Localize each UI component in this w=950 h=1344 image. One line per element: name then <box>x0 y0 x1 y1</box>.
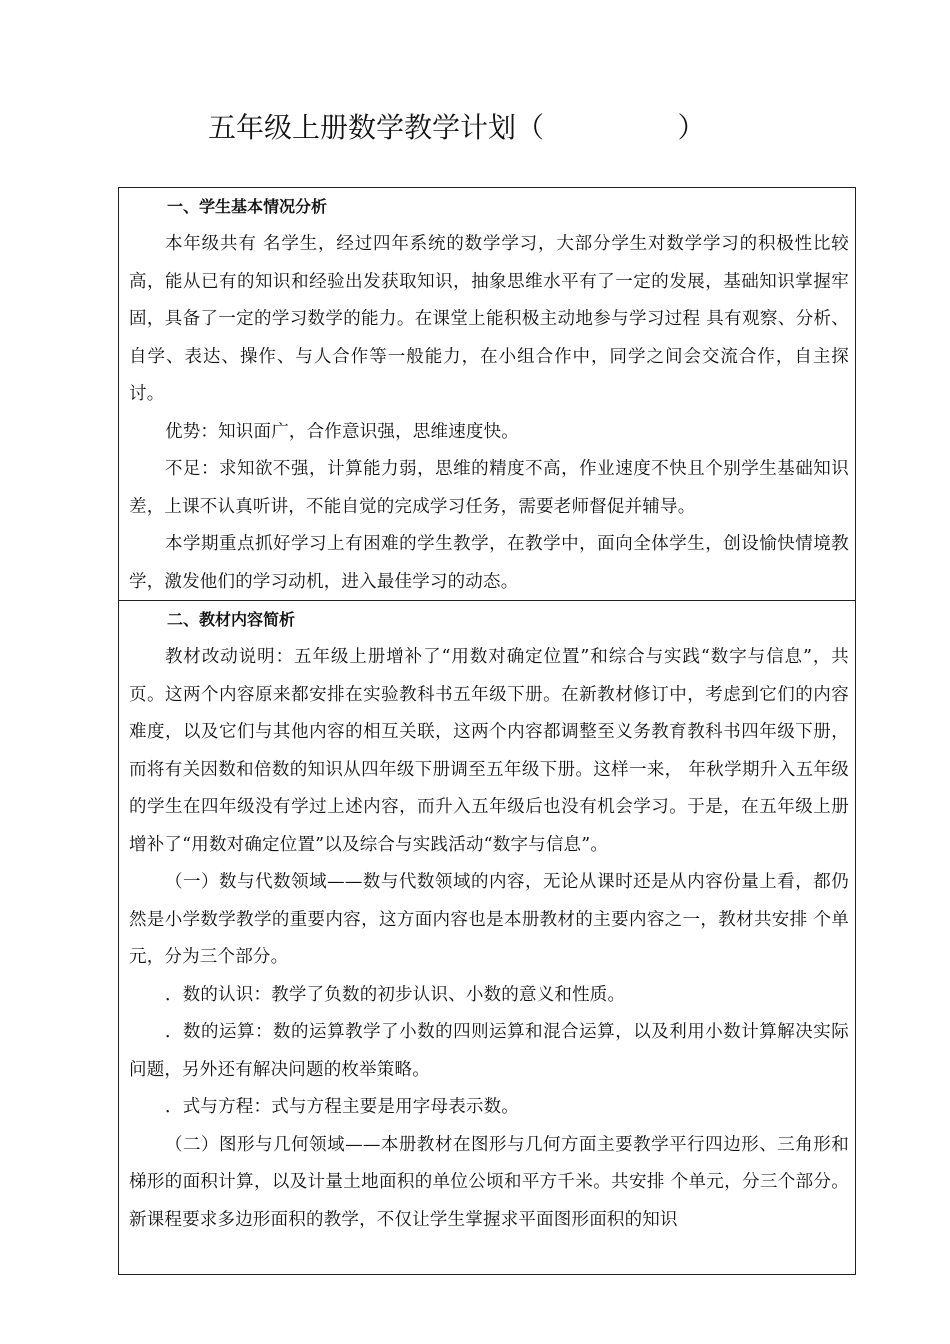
paragraph: ．数的认识：教学了负数的初步认识、小数的意义和性质。 <box>165 984 626 1005</box>
document-title: 五年级上册数学教学计划（ ） <box>208 111 706 144</box>
paragraph: （一）数与代数领域——数与代数领域的内容，无论从课时还是从内容份量上看，都仍然是小学数学教学的重要内容，这方面内容也是本册教材的主要内容之一，教材共安排 个单元，分为三个部分。 <box>129 872 849 967</box>
paragraph: （二）图形与几何领域——本册教材在图形与几何方面主要教学平行四边形、三角形和梯形的面积计算，以及计量土地面积的单位公顷和平方千米。共安排 个单元，分三个部分。新课程要求多边形面积的教学，不仅让学生掌握求平面图形面积的知识 <box>129 1134 849 1230</box>
paragraph: 教材改动说明：五年级上册增补了“用数对确定位置”和综合与实践“数字与信息”，共 页。这两个内容原来都安排在实验教科书五年级下册。在新教材修订中，考虑到它们的内容难度，以及它们与其他内容的相互关联，这两个内容都调整至义务教育教科书四年级下册，而将有关因数和倍数的知识从四年级下册调至五年级下册。这样一来， 年秋学期升入五年级的学生在四年级没有学过上述内容，而升入五年级后也没有机会学习。于是，在五年级上册增补了“用数对确定位置”以及综合与实践活动“数字与信息”。 <box>129 647 849 855</box>
textbook-analysis-section <box>119 600 855 1276</box>
paragraph: 优势：知识面广，合作意识强，思维速度快。 <box>165 421 519 442</box>
section-heading: 二、教材内容简析 <box>167 610 296 629</box>
student-analysis-section <box>119 188 855 600</box>
section-heading: 一、学生基本情况分析 <box>167 197 328 216</box>
paragraph: ．数的运算：数的运算教学了小数的四则运算和混合运算，以及利用小数计算解决实际问题，另外还有解决问题的枚举策略。 <box>129 1022 849 1080</box>
paragraph: ．式与方程：式与方程主要是用字母表示数。 <box>165 1097 519 1117</box>
paragraph: 本学期重点抓好学习上有困难的学生教学，在教学中，面向全体学生，创设愉快情境教学，激发他们的学习动机，进入最佳学习的动态。 <box>129 534 849 592</box>
paragraph: 不足：求知欲不强，计算能力弱，思维的精度不高，作业速度不快且个别学生基础知识差，上课不认真听讲，不能自觉的完成学习任务，需要老师督促并辅导。 <box>129 459 849 517</box>
plan-table <box>118 187 856 1275</box>
paragraph: 本年级共有 名学生，经过四年系统的数学学习，大部分学生对数学学习的积极性比较高，能从已有的知识和经验出发获取知识，抽象思维水平有了一定的发展，基础知识掌握牢固，具备了一定的学习数学的能力。在课堂上能积极主动地参与学习过程 具有观察、分析、自学、表达、操作、与人合作等一般能力，在小组合作中，同学之间会交流合作，自主探讨。 <box>129 234 849 404</box>
